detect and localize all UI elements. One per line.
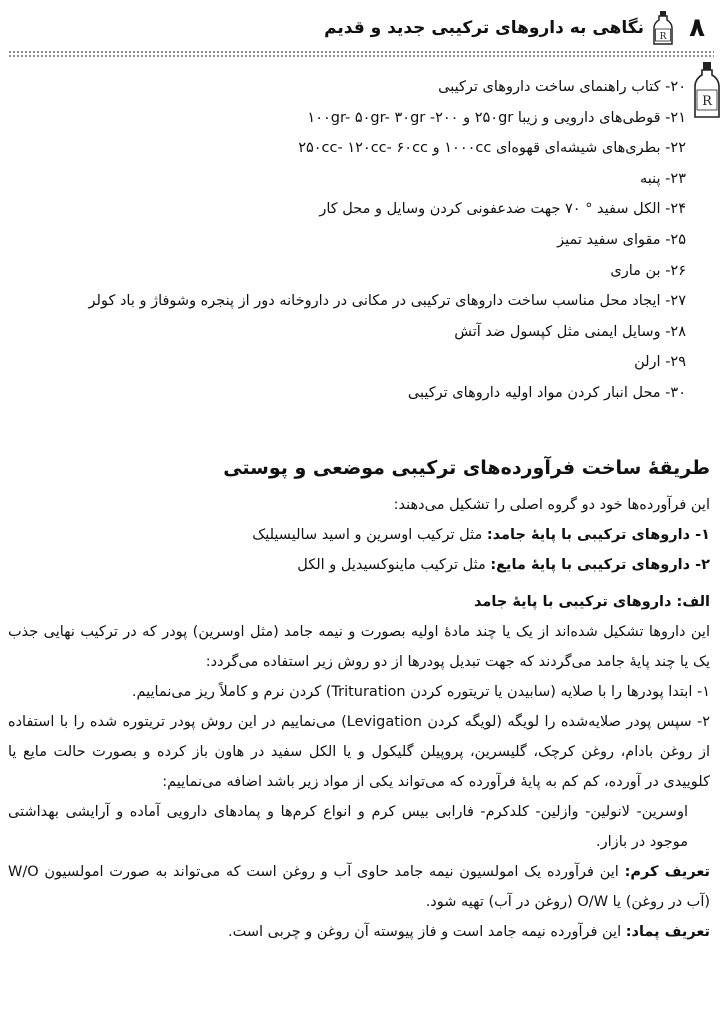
list-item: ۲۵- مقوای سفید تمیز	[557, 231, 686, 248]
list-item: ۲۲- بطری‌های شیشه‌ای قهوه‌ای ۱۰۰۰cc و ۲۵۰cc- ۱۲۰cc- ۶۰cc	[298, 140, 686, 157]
ointment-definition	[8, 917, 710, 947]
group-2-text: مثل ترکیب ماینوکسیدیل و الکل	[297, 557, 491, 573]
svg-text:R: R	[702, 94, 712, 109]
cream-definition	[8, 857, 710, 917]
list-item: ۲۹- ارلن	[634, 354, 686, 371]
sub-heading: الف: داروهای ترکیبی با پایۀ جامد	[474, 594, 710, 610]
cream-text: این فرآورده یک امولسیون نیمه جامد حاوی آب و روغن است که می‌تواند به صورت امولسیون W/O (آب در روغن) یا O/W (روغن در آب) تهیه شود.	[8, 864, 710, 910]
equipment-list	[10, 72, 686, 409]
cream-title: تعریف کرم:	[624, 864, 711, 880]
list-item: ۲۰- کتاب راهنمای ساخت داروهای ترکیبی	[438, 79, 686, 95]
rx-bottle-icon	[694, 62, 720, 118]
list-item: ۲۱- قوطی‌های دارویی و زیبا ۲۵۰gr و ۲۰۰- ۱۰۰gr- ۵۰gr- ۳۰gr	[307, 109, 686, 126]
rx-bottle-icon	[652, 11, 674, 45]
group-1-text: مثل ترکیب اوسرین و اسید سالیسیلیک	[252, 527, 487, 543]
list-item: ۲۳- پنبه	[640, 170, 686, 187]
list-item: ۲۸- وسایل ایمنی مثل کپسول ضد آتش	[454, 323, 686, 340]
page-number: ۸	[689, 13, 705, 43]
ointment-title: تعریف پماد:	[625, 924, 710, 940]
group-1	[8, 520, 710, 550]
group-1-title: ۱- داروهای ترکیبی با پایۀ جامد:	[486, 527, 710, 543]
paragraph: این داروها تشکیل شده‌اند از یک یا چند مادۀ اولیه بصورت و نیمه جامد (مثل اوسرین) پودر که در ترکیب نهایی جذب یک یا چند پایۀ جامد می‌گردند که جهت تبدیل پودرها از دو روش زیر استفاده می‌گردد:	[8, 624, 710, 670]
svg-text:R: R	[659, 32, 667, 42]
page-header	[10, 8, 714, 48]
intro-text: این فرآورده‌ها خود دو گروه اصلی را تشکیل می‌دهند:	[393, 497, 710, 513]
section-heading: طریقۀ ساخت فرآورده‌های ترکیبی موضعی و پوستی	[223, 457, 710, 479]
list-item: ۳۰- محل انبار کردن مواد اولیه داروهای ترکیبی	[407, 384, 686, 401]
section-body	[8, 446, 710, 947]
bases-list: اوسرین- لانولین- وازلین- کلدکرم- فارابی بیس کرم و انواع کرم‌ها و پمادهای دارویی آماده و آرایشی بهداشتی موجود در بازار.	[8, 804, 688, 850]
ointment-text: این فرآورده نیمه جامد است و فاز پیوسته آن روغن و چربی است.	[227, 924, 626, 940]
list-item: ۲۷- ایجاد محل مناسب ساخت داروهای ترکیبی در مکانی در داروخانه دور از پنجره وشوفاژ و باد کولر	[88, 293, 686, 310]
list-item: ۲۶- بن ماری	[610, 262, 686, 279]
group-2-title: ۲- داروهای ترکیبی با پایۀ مایع:	[490, 557, 710, 573]
header-divider	[8, 50, 714, 59]
header-title: نگاهی به داروهای ترکیبی جدید و قدیم	[324, 18, 644, 38]
group-2	[8, 550, 710, 580]
step-1: ۱- ابتدا پودرها را با صلایه (سابیدن یا تریتوره کردن Trituration) کردن نرم و کاملاً ریز می‌نماییم.	[131, 684, 710, 700]
step-2: ۲- سپس پودر صلایه‌شده را لویگه (لویگه کردن Levigation) می‌نماییم در این روش پودر تریتوره شده را با استفاده از روغن بادام، روغن کرچک، گلیسرین، پروپیلن گلیکول و یا الکل سفید در هاون باز کرده و بصورت حالت مایع یا کلوییدی در آورده، کم کم به پایۀ فرآورده که می‌تواند یکی از مواد زیر باشد اضافه می‌نماییم:	[8, 714, 710, 790]
list-item: ۲۴- الکل سفید ° ۷۰ جهت ضدعفونی کردن وسایل و محل کار	[319, 201, 686, 218]
